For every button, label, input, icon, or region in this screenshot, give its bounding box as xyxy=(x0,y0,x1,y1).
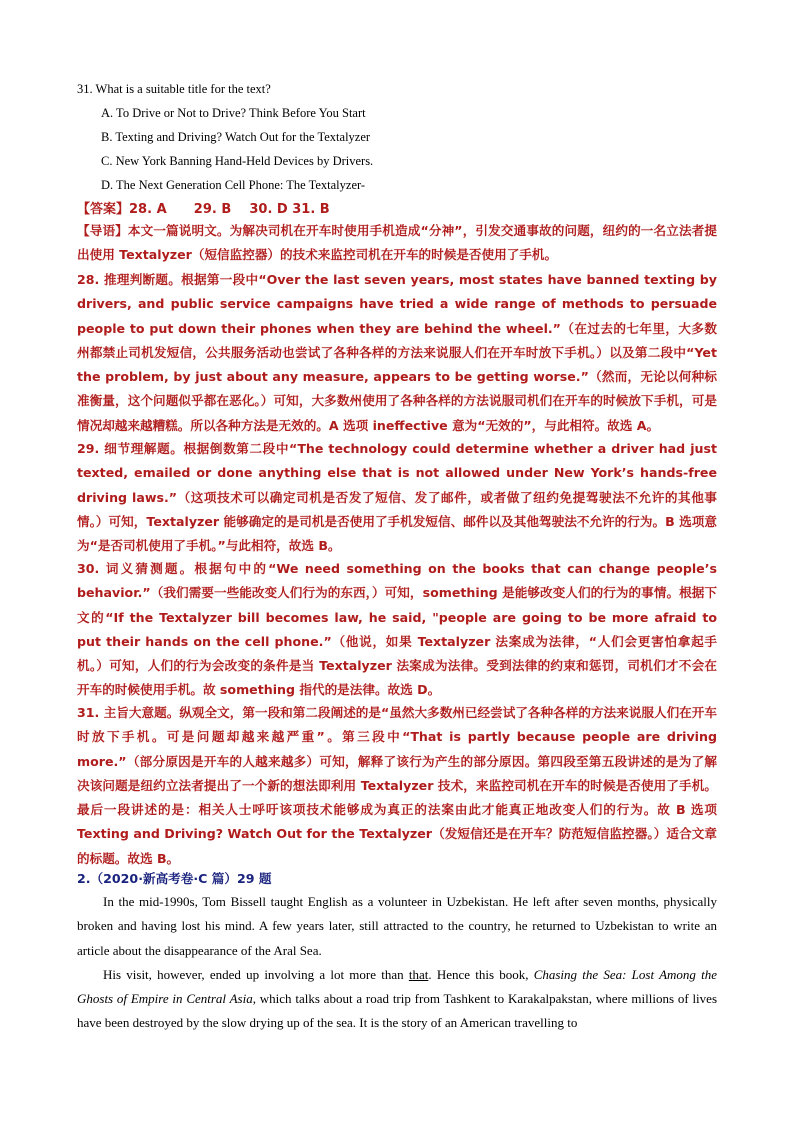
answer-line xyxy=(77,198,330,217)
explanation-number: 28. xyxy=(77,272,100,287)
passage-text: , which talks about a road trip from Tashkent to Karakalpakstan, where millions of lives have been destroyed by the slow drying up of the sea. It is the story of an American travelling to xyxy=(77,991,717,1031)
answer-text: 28. A 29. B 30. D 31. B xyxy=(129,202,330,217)
passage-text: . Hence this book, xyxy=(428,966,534,982)
explanation-number: 29. xyxy=(77,441,100,456)
explanation-text: 词义猜测题。根据句中的“We need something on the books that can change people’s behavior.”（我们需要一些能改变人们行为的东西，）可知，something 是能够改变人们的行为的事情。根据下文的“If the Textalyzer bill becomes law, he said, "people are going to be more afraid to put their hands on the cell phone.”（他说，如果 Textalyzer 法案成为法律，“人们会更害怕拿起手机。）可知，人们的行为会改变的条件是当 Textalyzer 法案成为法律。受到法律的约束和惩罚，司机们才不会在开车的时候使用手机。故 something 指代的是法律。故选 D。 xyxy=(77,561,717,698)
option-d: D. The Next Generation Cell Phone: The Textalyzer- xyxy=(101,178,366,192)
passage-paragraph-2 xyxy=(77,963,717,1036)
underlined-word: that xyxy=(408,966,429,982)
guide-text: 本文一篇说明文。为解决司机在开车时使用手机造成“分神”，引发交通事故的问题，纽约的一名立法者提出使用 Textalyzer（短信监控器）的技术来监控司机在开车的时候是否使用了手机。 xyxy=(77,223,717,263)
explanation-31 xyxy=(77,701,717,871)
answer-label: 【答案】 xyxy=(77,202,130,217)
passage-text: His visit, however, ended up involving a lot more than xyxy=(103,966,409,982)
explanation-number: 31. xyxy=(77,705,100,720)
section-heading: 2.（2020·新高考卷·C 篇）29 题 xyxy=(77,871,272,886)
explanation-30 xyxy=(77,557,717,703)
option-c: C. New York Banning Hand-Held Devices by Drivers. xyxy=(101,154,374,168)
explanation-number: 30. xyxy=(77,561,100,576)
passage-paragraph-1: In the mid-1990s, Tom Bissell taught English as a volunteer in Uzbekistan. He left after seven months, physically broken and having lost his mind. A few years later, still attracted to the country, he returned to Uzbekistan to write an article about the disappearance of the Aral Sea. xyxy=(77,894,717,958)
reading-passage xyxy=(77,890,717,1036)
explanation-29 xyxy=(77,437,717,558)
explanation-text: 细节理解题。根据倒数第二段中“The technology could determine whether a driver had just texted, emailed or done anything else that is not allowed under New York’s hands-free driving laws.”（这项技术可以确定司机是否发了短信、发了邮件，或者做了纽约免提驾驶法不允许的其他事情。）可知，Textalyzer 能够确定的是司机是否使用了手机发短信、邮件以及其他驾驶法不允许的行为。B 选项意为“是否司机使用了手机。”与此相符，故选 B。 xyxy=(77,441,717,554)
book-title: Chasing the Sea: Lost Among the Ghosts of Empire in Central Asia xyxy=(77,966,717,1007)
question-stem: 31. What is a suitable title for the text? xyxy=(77,82,271,96)
option-a: A. To Drive or Not to Drive? Think Before You Start xyxy=(101,106,366,120)
explanation-28 xyxy=(77,268,717,438)
explanation-text: 主旨大意题。纵观全文，第一段和第二段阐述的是“虽然大多数州已经尝试了各种各样的方法来说服人们在开车时放下手机。可是问题却越来越严重”。第三段中“That is partly because people are driving more.”（部分原因是开车的人越来越多）可知，解释了该行为产生的部分原因。第四段至第五段讲述的是为了解决该问题是纽约立法者提出了一个新的想法即利用 Textalyzer 技术，来监控司机在开车的时候是否使用了手机。最后一段讲述的是：相关人士呼吁该项技术能够成为真正的法案由此才能真正地改变人们的行为。故 B 选项 Texting and Driving? Watch Out for the Textalyzer（发短信还是在开车？防范短信监控器。）适合文章的标题。故选 B。 xyxy=(77,705,717,866)
option-b: B. Texting and Driving? Watch Out for the Textalyzer xyxy=(101,130,371,144)
explanation-text: 推理判断题。根据第一段中“Over the last seven years, most states have banned texting by drivers, and public service campaigns have tried a wide range of methods to persuade people to put down their phones when they are behind the wheel.”（在过去的七年里，大多数州都禁止司机发短信，公共服务活动也尝试了各种各样的方法来说服人们在开车时放下手机。）以及第二段中“Yet the problem, by just about any measure, appears to be getting worse.”（然而，无论以何种标准衡量，这个问题似乎都在恶化。）可知，大多数州使用了各种各样的方法说服司机们在开车的时候放下手机，可是情况却越来越糟糕。所以各种方法是无效的。A 选项 ineffective 意为“无效的”，与此相符。故选 A。 xyxy=(77,272,717,433)
guide-paragraph xyxy=(77,219,717,268)
guide-label: 【导语】 xyxy=(77,223,128,238)
